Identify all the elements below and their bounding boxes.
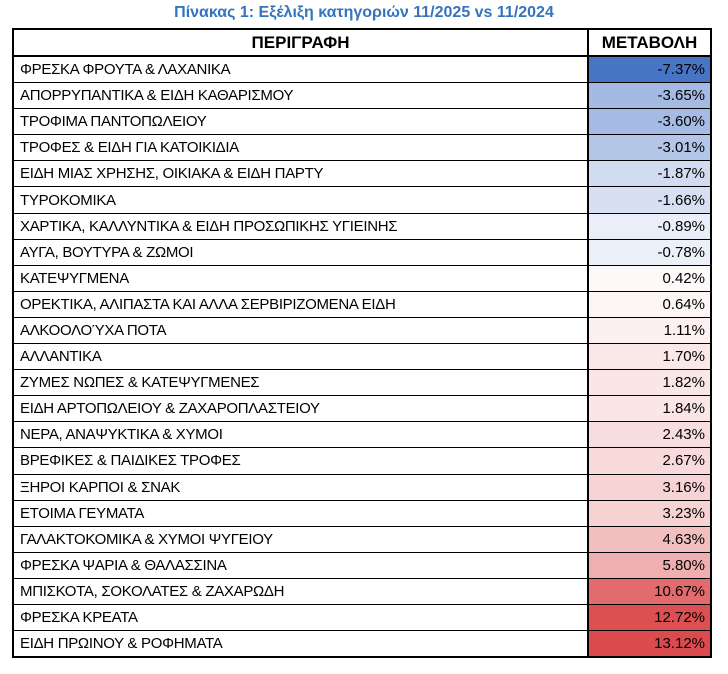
change-value: -1.66% bbox=[588, 187, 711, 213]
change-value: -7.37% bbox=[588, 56, 711, 83]
table-row bbox=[13, 500, 711, 526]
change-value: 10.67% bbox=[588, 578, 711, 604]
category-label: ΟΡΕΚΤΙΚΑ, ΑΛΙΠΑΣΤΑ ΚΑΙ ΑΛΛΑ ΣΕΡΒΙΡΙΖΟΜΕΝΑ ΕΙΔΗ bbox=[13, 291, 588, 317]
table-row bbox=[13, 109, 711, 135]
category-label: ΑΛΛΑΝΤΙΚΑ bbox=[13, 344, 588, 370]
table-row bbox=[13, 213, 711, 239]
category-label: ΞΗΡΟΙ ΚΑΡΠΟΙ & ΣΝΑΚ bbox=[13, 474, 588, 500]
change-value: 13.12% bbox=[588, 631, 711, 658]
change-value: 5.80% bbox=[588, 552, 711, 578]
table-row bbox=[13, 370, 711, 396]
table-row bbox=[13, 552, 711, 578]
column-header-description: ΠΕΡΙΓΡΑΦΗ bbox=[13, 29, 588, 56]
change-value: 3.16% bbox=[588, 474, 711, 500]
category-label: ΤΡΟΦΙΜΑ ΠΑΝΤΟΠΩΛΕΙΟΥ bbox=[13, 109, 588, 135]
table-row bbox=[13, 578, 711, 604]
category-label: ΒΡΕΦΙΚΕΣ & ΠΑΙΔΙΚΕΣ ΤΡΟΦΕΣ bbox=[13, 448, 588, 474]
change-value: 1.82% bbox=[588, 370, 711, 396]
category-label: ΦΡΕΣΚΑ ΨΑΡΙΑ & ΘΑΛΑΣΣΙΝΑ bbox=[13, 552, 588, 578]
table-row bbox=[13, 526, 711, 552]
change-value: 0.64% bbox=[588, 291, 711, 317]
category-label: ΤΥΡΟΚΟΜΙΚΑ bbox=[13, 187, 588, 213]
table-row bbox=[13, 604, 711, 630]
table-row bbox=[13, 291, 711, 317]
change-value: -3.01% bbox=[588, 135, 711, 161]
category-label: ΑΥΓΑ, ΒΟΥΤΥΡΑ & ΖΩΜΟΙ bbox=[13, 239, 588, 265]
change-value: 1.84% bbox=[588, 396, 711, 422]
column-header-change: ΜΕΤΑΒΟΛΗ bbox=[588, 29, 711, 56]
category-label: ΕΙΔΗ ΑΡΤΟΠΩΛΕΙΟΥ & ΖΑΧΑΡΟΠΛΑΣΤΕΙΟΥ bbox=[13, 396, 588, 422]
category-label: ΓΑΛΑΚΤΟΚΟΜΙΚΑ & ΧΥΜΟΙ ΨΥΓΕΙΟΥ bbox=[13, 526, 588, 552]
table-row bbox=[13, 474, 711, 500]
table-row bbox=[13, 317, 711, 343]
change-value: 3.23% bbox=[588, 500, 711, 526]
table-row bbox=[13, 135, 711, 161]
change-value: -3.60% bbox=[588, 109, 711, 135]
change-value: -0.78% bbox=[588, 239, 711, 265]
change-value: 2.67% bbox=[588, 448, 711, 474]
table-header-row bbox=[13, 29, 711, 56]
table-row bbox=[13, 631, 711, 658]
change-value: 1.70% bbox=[588, 344, 711, 370]
category-label: ΕΙΔΗ ΠΡΩΙΝΟΥ & ΡΟΦΗΜΑΤΑ bbox=[13, 631, 588, 658]
category-label: ΜΠΙΣΚΟΤΑ, ΣΟΚΟΛΑΤΕΣ & ΖΑΧΑΡΩΔΗ bbox=[13, 578, 588, 604]
change-value: -0.89% bbox=[588, 213, 711, 239]
change-value: 1.11% bbox=[588, 317, 711, 343]
table-row bbox=[13, 422, 711, 448]
category-label: ΦΡΕΣΚΑ ΦΡΟΥΤΑ & ΛΑΧΑΝΙΚΑ bbox=[13, 56, 588, 83]
table-row bbox=[13, 56, 711, 83]
category-label: ΕΙΔΗ ΜΙΑΣ ΧΡΗΣΗΣ, ΟΙΚΙΑΚΑ & ΕΙΔΗ ΠΑΡΤΥ bbox=[13, 161, 588, 187]
table-row bbox=[13, 265, 711, 291]
change-value: 4.63% bbox=[588, 526, 711, 552]
category-label: ΦΡΕΣΚΑ ΚΡΕΑΤΑ bbox=[13, 604, 588, 630]
table-row bbox=[13, 344, 711, 370]
change-value: 0.42% bbox=[588, 265, 711, 291]
category-label: ΝΕΡΑ, ΑΝΑΨΥΚΤΙΚΑ & ΧΥΜΟΙ bbox=[13, 422, 588, 448]
category-label: ΚΑΤΕΨΥΓΜΕΝΑ bbox=[13, 265, 588, 291]
category-label: ΧΑΡΤΙΚΑ, ΚΑΛΛΥΝΤΙΚΑ & ΕΙΔΗ ΠΡΟΣΩΠΙΚΗΣ ΥΓΙΕΙΝΗΣ bbox=[13, 213, 588, 239]
table-row bbox=[13, 187, 711, 213]
table-row bbox=[13, 239, 711, 265]
page-title: Πίνακας 1: Εξέλιξη κατηγοριών 11/2025 vs 11/2024 bbox=[174, 4, 554, 21]
category-change-table bbox=[12, 28, 712, 658]
change-value: 2.43% bbox=[588, 422, 711, 448]
category-label: ΑΛΚΟΟΛΟΎΧΑ ΠΟΤΑ bbox=[13, 317, 588, 343]
table-row bbox=[13, 83, 711, 109]
table-body bbox=[13, 56, 711, 657]
table-row bbox=[13, 161, 711, 187]
category-label: ΖΥΜΕΣ ΝΩΠΕΣ & ΚΑΤΕΨΥΓΜΕΝΕΣ bbox=[13, 370, 588, 396]
change-value: -3.65% bbox=[588, 83, 711, 109]
category-label: ΕΤΟΙΜΑ ΓΕΥΜΑΤΑ bbox=[13, 500, 588, 526]
category-label: ΑΠΟΡΡΥΠΑΝΤΙΚΑ & ΕΙΔΗ ΚΑΘΑΡΙΣΜΟΥ bbox=[13, 83, 588, 109]
change-value: 12.72% bbox=[588, 604, 711, 630]
category-label: ΤΡΟΦΕΣ & ΕΙΔΗ ΓΙΑ ΚΑΤΟΙΚΙΔΙΑ bbox=[13, 135, 588, 161]
table-row bbox=[13, 448, 711, 474]
change-value: -1.87% bbox=[588, 161, 711, 187]
table-row bbox=[13, 396, 711, 422]
